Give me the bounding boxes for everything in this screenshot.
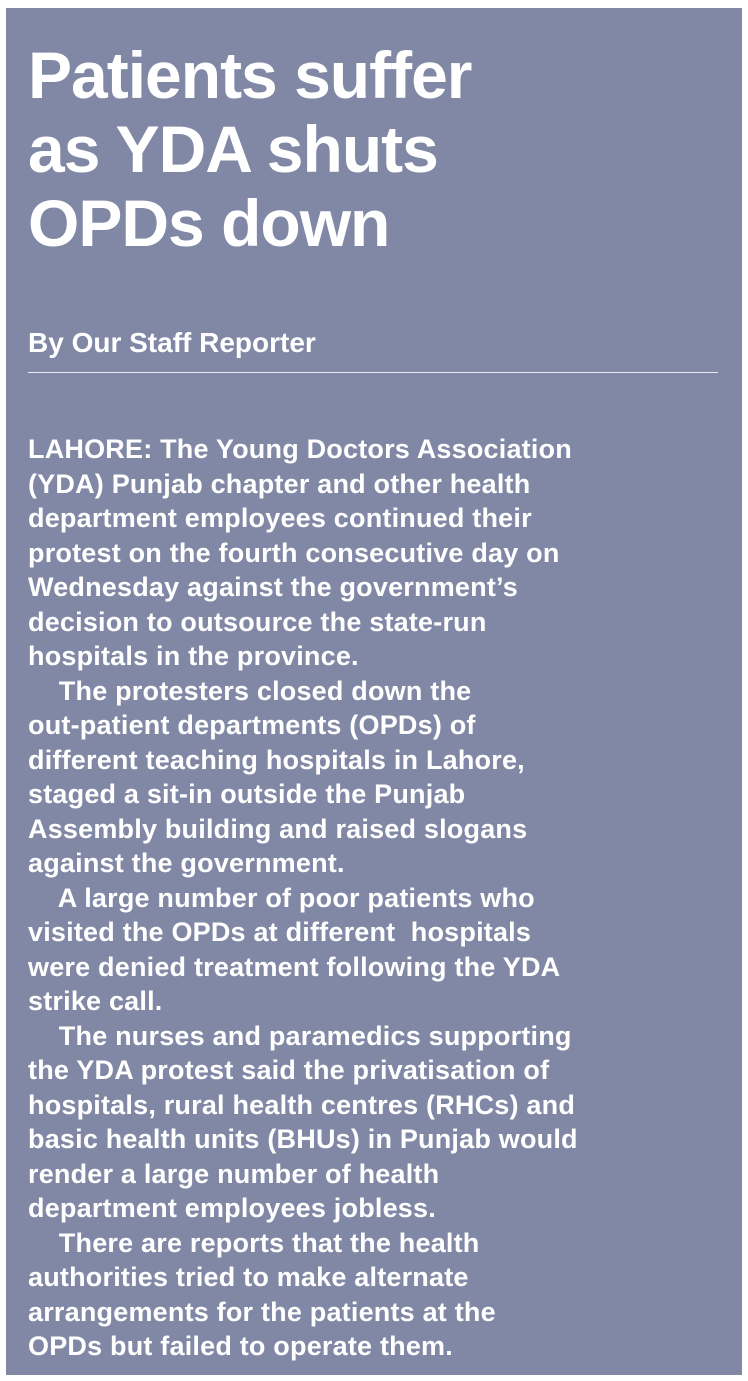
body-line: A large number of poor patients who	[28, 882, 535, 913]
body-line: department employees continued their	[28, 503, 532, 533]
body-line: authorities tried to make alternate	[28, 1262, 469, 1292]
body-line: OPDs but failed to operate them.	[28, 1331, 453, 1361]
body-line: arrangements for the patients at the	[28, 1296, 496, 1327]
body-line: the YDA protest said the privatisation of	[28, 1055, 550, 1085]
body-line: basic health units (BHUs) in Punjab would	[28, 1124, 578, 1154]
body-line: hospitals in the province.	[28, 641, 359, 671]
body-line: decision to outsource the state-run	[28, 606, 487, 637]
article-panel	[6, 8, 742, 1375]
body-line: hospitals, rural health centres (RHCs) and	[28, 1089, 576, 1120]
headline-line: Patients suffer	[28, 38, 472, 112]
byline-divider	[28, 372, 718, 373]
body-line: department employees jobless.	[28, 1193, 436, 1223]
body-line: against the government.	[28, 848, 345, 878]
body-line: Assembly building and raised slogans	[28, 813, 528, 844]
body-line: The nurses and paramedics supporting	[28, 1020, 572, 1051]
body-line: strike call.	[28, 986, 163, 1016]
body-line: different teaching hospitals in Lahore,	[28, 744, 525, 775]
byline: By Our Staff Reporter	[28, 327, 316, 358]
body-line: (YDA) Punjab chapter and other health	[28, 468, 531, 499]
headline-line: as YDA shuts	[28, 112, 438, 186]
body-line: LAHORE: The Young Doctors Association	[28, 434, 572, 464]
headline	[28, 38, 728, 260]
body-line: visited the OPDs at different hospitals	[28, 917, 532, 947]
body-line: staged a sit-in outside the Punjab	[28, 779, 466, 809]
headline-line: OPDs down	[28, 186, 390, 260]
body-line: were denied treatment following the YDA	[28, 951, 561, 982]
body-line: There are reports that the health	[28, 1227, 480, 1258]
body-line: protest on the fourth consecutive day on	[28, 537, 560, 568]
body-line: The protesters closed down the	[28, 675, 472, 706]
body-line: render a large number of health	[28, 1158, 440, 1189]
body-line: out-patient departments (OPDs) of	[28, 710, 476, 740]
article-body	[28, 432, 738, 1364]
body-line: Wednesday against the government’s	[28, 572, 518, 602]
